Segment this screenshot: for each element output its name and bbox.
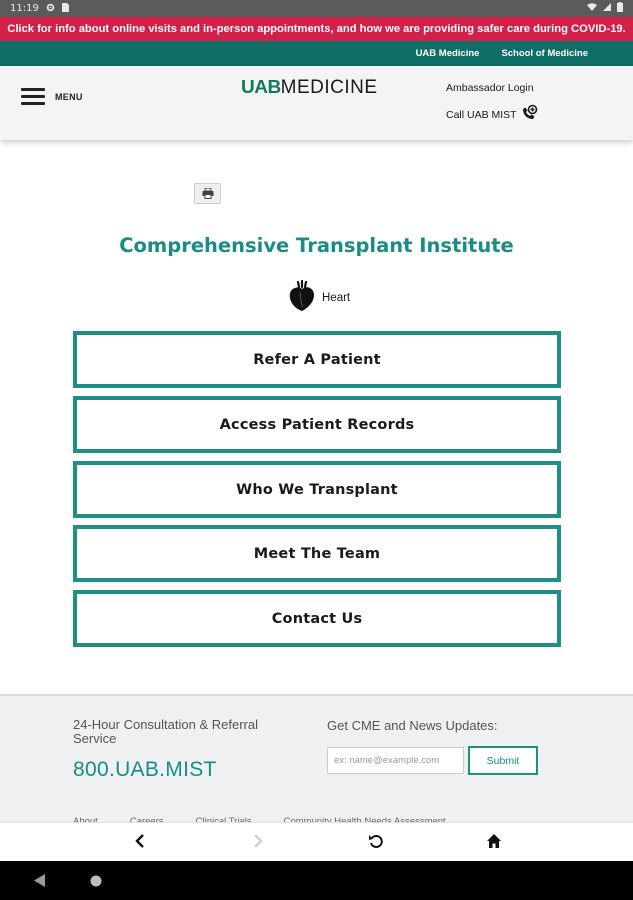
- print-icon: [202, 184, 214, 203]
- phone-icon: [520, 104, 538, 125]
- android-back-button[interactable]: [31, 872, 49, 890]
- reload-button[interactable]: [364, 831, 388, 855]
- status-bar: [0, 0, 633, 17]
- phone-number-link[interactable]: 800.UAB.MIST: [73, 758, 217, 781]
- forward-button[interactable]: [246, 831, 270, 855]
- status-time: 11:19: [10, 3, 39, 14]
- alert-text: Click for info about online visits and in-person appointments, and how we are providing safer care during COVID-19.: [7, 23, 626, 35]
- menu-label: MENU: [55, 91, 83, 102]
- who-we-transplant-button[interactable]: Who We Transplant: [73, 461, 561, 518]
- consult-label: 24-Hour Consultation & Referral Service: [73, 717, 258, 746]
- heart-organ-icon: [288, 280, 316, 316]
- meet-the-team-button[interactable]: Meet The Team: [73, 525, 561, 582]
- contact-us-button[interactable]: Contact Us: [73, 590, 561, 647]
- cme-label: Get CME and News Updates:: [327, 718, 498, 733]
- browser-toolbar: [0, 822, 633, 861]
- signal-icon: [603, 3, 611, 14]
- reload-icon: [368, 833, 384, 853]
- home-icon: [486, 833, 502, 853]
- covid-alert-banner[interactable]: [0, 17, 633, 41]
- battery-icon: [617, 2, 623, 15]
- android-back-icon: [34, 872, 46, 891]
- logo-medicine: MEDICINE: [280, 77, 378, 98]
- logo-uab: UAB: [241, 77, 281, 98]
- email-input[interactable]: [327, 747, 464, 774]
- refer-a-patient-button[interactable]: Refer A Patient: [73, 331, 561, 388]
- settings-icon: [46, 3, 55, 15]
- organ-label: [288, 280, 350, 316]
- submit-button[interactable]: Submit: [468, 746, 538, 775]
- back-button[interactable]: [128, 831, 152, 855]
- site-header: [0, 66, 633, 140]
- access-patient-records-button[interactable]: Access Patient Records: [73, 396, 561, 453]
- forward-arrow-icon: [252, 833, 264, 853]
- top-links-bar: [0, 41, 633, 66]
- sim-icon: [62, 3, 69, 15]
- hamburger-icon: [21, 88, 45, 105]
- call-mist-link[interactable]: [446, 104, 538, 125]
- print-button[interactable]: [194, 183, 221, 204]
- link-uab-medicine[interactable]: UAB Medicine: [415, 48, 480, 59]
- link-school-of-medicine[interactable]: School of Medicine: [501, 48, 588, 59]
- header-links: [446, 82, 538, 125]
- android-nav-bar: [0, 861, 633, 900]
- wifi-icon: [587, 3, 597, 14]
- organ-text: Heart: [322, 292, 351, 304]
- menu-button[interactable]: [21, 88, 83, 105]
- home-button[interactable]: [482, 831, 506, 855]
- call-mist-label: Call UAB MIST: [446, 108, 517, 121]
- android-home-button[interactable]: [87, 872, 105, 890]
- back-arrow-icon: [134, 833, 146, 853]
- page-title: Comprehensive Transplant Institute: [119, 234, 514, 257]
- site-footer: [0, 694, 633, 822]
- uab-medicine-logo[interactable]: [241, 78, 378, 98]
- android-home-icon: [90, 872, 102, 891]
- ambassador-login-link[interactable]: Ambassador Login: [446, 82, 534, 94]
